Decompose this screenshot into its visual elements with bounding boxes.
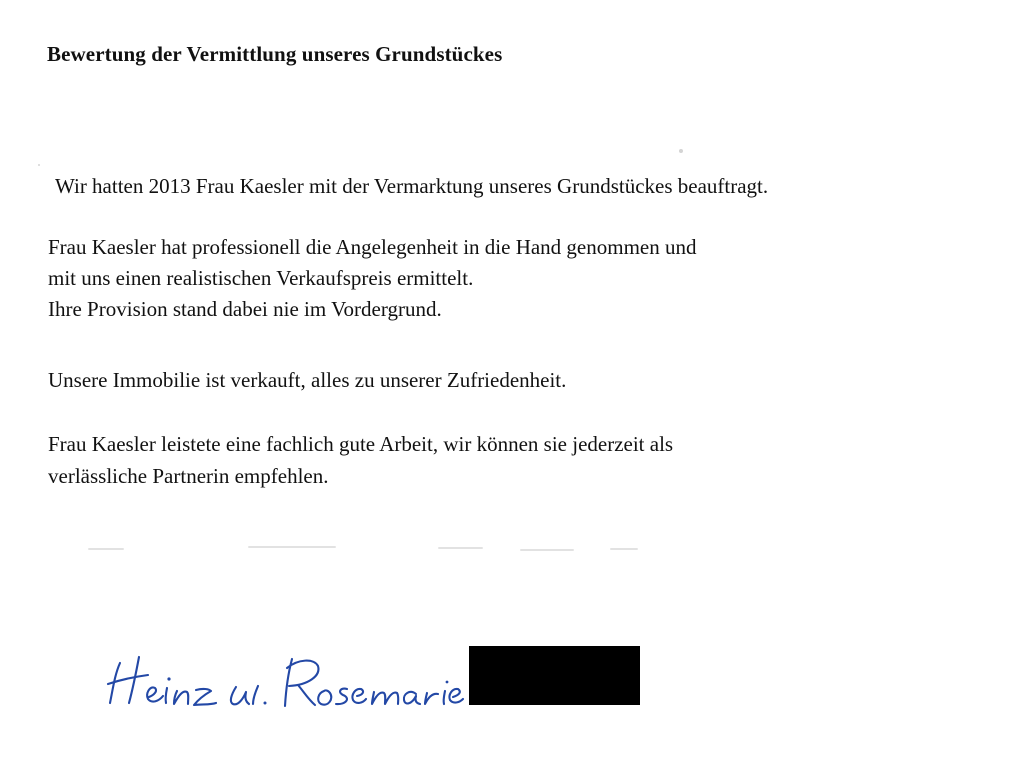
paragraph-line: Frau Kaesler leistete eine fachlich gute Arbeit, wir können sie jederzeit als [48,432,674,456]
paragraph-line: Wir hatten 2013 Frau Kaesler mit der Vermarktung unseres Grundstückes beauftragt. [55,174,769,198]
scan-speck [438,547,483,549]
scan-speck [610,548,638,550]
paragraph-line: verlässliche Partnerin empfehlen. [48,464,329,488]
handwritten-signature [105,646,475,716]
paragraph-line: Unsere Immobilie ist verkauft, alles zu unserer Zufriedenheit. [48,368,567,392]
scan-mark [679,149,683,153]
scan-speck [248,546,336,548]
paragraph-professionalism [48,232,697,325]
paragraph-line: mit uns einen realistischen Verkaufspreis ermittelt. [48,266,474,290]
paragraph-commission [55,170,768,202]
scan-mark [38,164,40,166]
paragraph-line: Ihre Provision stand dabei nie im Vordergrund. [48,297,442,321]
document-title: Bewertung der Vermittlung unseres Grundstückes [47,42,503,66]
paragraph-line: Frau Kaesler hat professionell die Angelegenheit in die Hand genommen und [48,235,697,259]
scan-speck [88,548,124,550]
redacted-surname [469,646,640,705]
paragraph-recommendation [48,428,673,492]
scan-speck [520,549,574,551]
paragraph-sale-result [48,364,566,396]
